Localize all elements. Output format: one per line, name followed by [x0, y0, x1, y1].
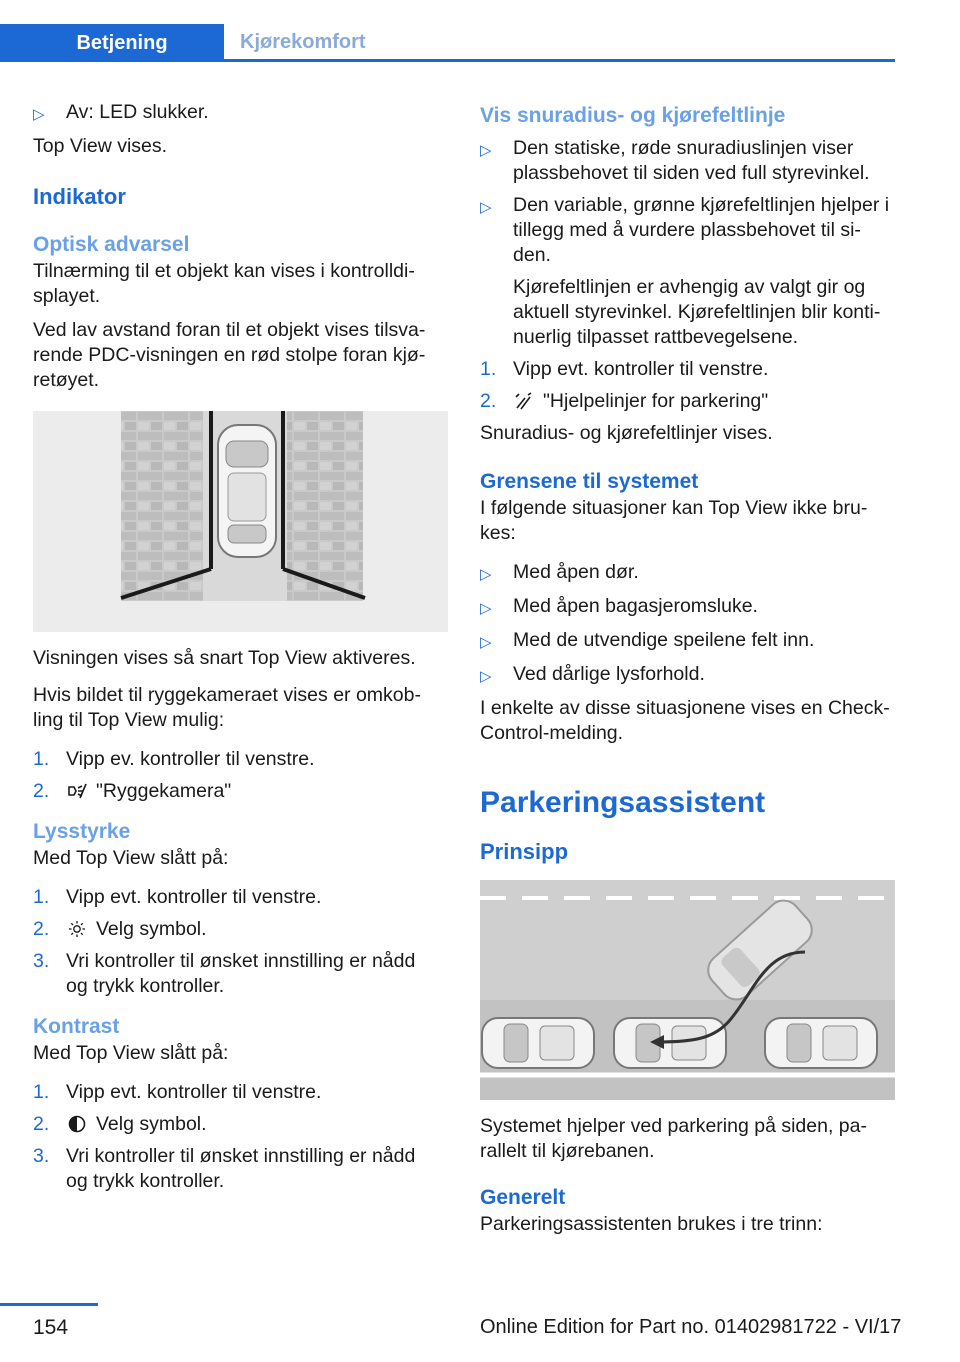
chapter-tab-bar: [0, 24, 895, 62]
paragraph: I følgende situasjoner kan Top View ikke bru- kes:: [480, 497, 868, 544]
list-item: ▷ Den statiske, røde snuradiuslinjen viser plassbehovet til siden ved full styrevinkel.: [480, 137, 870, 184]
paragraph: Snuradius- og kjørefeltlinjer vises.: [480, 422, 773, 444]
paragraph: Med Top View slått på:: [33, 1042, 229, 1064]
list-item: 3. Vri kontroller til ønsket innstilling er nådd og trykk kontroller.: [33, 1145, 416, 1192]
paragraph: Hvis bildet til ryggekameraet vises er omkob- ling til Top View mulig:: [33, 684, 421, 731]
tab-betjening[interactable]: Betjening: [0, 24, 224, 62]
heading-indikator: Indikator: [33, 184, 126, 209]
paragraph: Med Top View slått på:: [33, 847, 229, 869]
list-item: 2. "Ryggekamera": [33, 780, 232, 802]
paragraph: Ved lav avstand foran til et objekt vises tilsva- rende PDC-visningen en rød stolpe foran kjø- retøyet.: [33, 319, 426, 391]
tab-kjorekomfort[interactable]: Kjørekomfort: [240, 30, 366, 53]
heading-optisk-advarsel: Optisk advarsel: [33, 233, 190, 256]
triangle-right-icon: ▷: [480, 566, 492, 583]
heading-lysstyrke: Lysstyrke: [33, 820, 131, 843]
paragraph: Systemet hjelper ved parkering på siden, pa- rallelt til kjørebanen.: [480, 1115, 867, 1162]
triangle-right-icon: ▷: [480, 142, 492, 159]
list-item: ▷ Av: LED slukker.: [33, 100, 448, 127]
heading-kontrast: Kontrast: [33, 1015, 120, 1038]
paragraph: Tilnærming til et objekt kan vises i kontrolldi- splayet.: [33, 260, 415, 307]
list-item: ▷ Den variable, grønne kjørefeltlinjen hjelper i tillegg med å vurdere plassbehovet til si- den. Kjørefeltlinjen er avhengig av valgt gir og aktuell styrevinkel. Kjørefeltlinjen blir konti- nuerlig tilpasset rattbevegelsene.: [480, 194, 890, 348]
footer-rule: [0, 1303, 98, 1306]
sun-icon: [66, 920, 88, 938]
list-item: ▷ Ved dårlige lysforhold.: [480, 662, 898, 689]
list-item: 2. Velg symbol.: [33, 918, 207, 940]
list-item: ▷ Med åpen bagasjeromsluke.: [480, 594, 898, 621]
rear-camera-icon: [66, 782, 88, 800]
tab-underline: [0, 59, 895, 62]
list-item: 1. Vipp ev. kontroller til venstre.: [33, 748, 315, 770]
list-item: 2. Velg symbol.: [33, 1113, 207, 1135]
triangle-right-icon: ▷: [480, 199, 492, 216]
limits-list: [480, 560, 898, 689]
paragraph: Parkeringsassistenten brukes i tre trinn:: [480, 1213, 823, 1235]
heading-generelt: Generelt: [480, 1186, 566, 1209]
list-item: 3. Vri kontroller til ønsket innstilling er nådd og trykk kontroller.: [33, 950, 416, 997]
parking-assistant-figure: [480, 880, 895, 1100]
heading-parkeringsassistent: Parkeringsassistent: [480, 786, 766, 819]
steps-camera: [33, 747, 448, 804]
right-column: [480, 102, 898, 1237]
triangle-right-icon: ▷: [480, 634, 492, 651]
parking-lines-icon: [513, 392, 535, 410]
triangle-right-icon: ▷: [480, 668, 492, 685]
list-item: ▷ Med de utvendige speilene felt inn.: [480, 628, 898, 655]
heading-vis-snuradius: Vis snuradius- og kjørefeltlinje: [480, 104, 786, 127]
list-item: ▷ Med åpen dør.: [480, 560, 898, 587]
paragraph: I enkelte av disse situasjonene vises en Check- Control-melding.: [480, 697, 890, 744]
heading-grensene: Grensene til systemet: [480, 470, 699, 493]
contrast-icon: [66, 1115, 88, 1133]
list-item: 1. Vipp evt. kontroller til venstre.: [33, 886, 322, 908]
list-item: 1. Vipp evt. kontroller til venstre.: [33, 1081, 322, 1103]
online-edition-label: Online Edition for Part no. 01402981722 - VI/17: [480, 1316, 902, 1338]
left-column: [33, 100, 448, 1201]
list-item: 2. "Hjelpelinjer for parkering": [480, 390, 769, 412]
steps-brightness: [33, 885, 448, 999]
paragraph: Top View vises.: [33, 135, 168, 157]
heading-prinsipp: Prinsipp: [480, 839, 569, 864]
page-number: 154: [33, 1316, 69, 1339]
top-view-parking-figure: [33, 411, 448, 632]
triangle-right-icon: ▷: [480, 600, 492, 617]
paragraph: Visningen vises så snart Top View aktiveres.: [33, 647, 416, 669]
list-item: 1. Vipp evt. kontroller til venstre.: [480, 358, 769, 380]
steps-contrast: [33, 1080, 448, 1194]
triangle-right-icon: ▷: [33, 106, 45, 123]
